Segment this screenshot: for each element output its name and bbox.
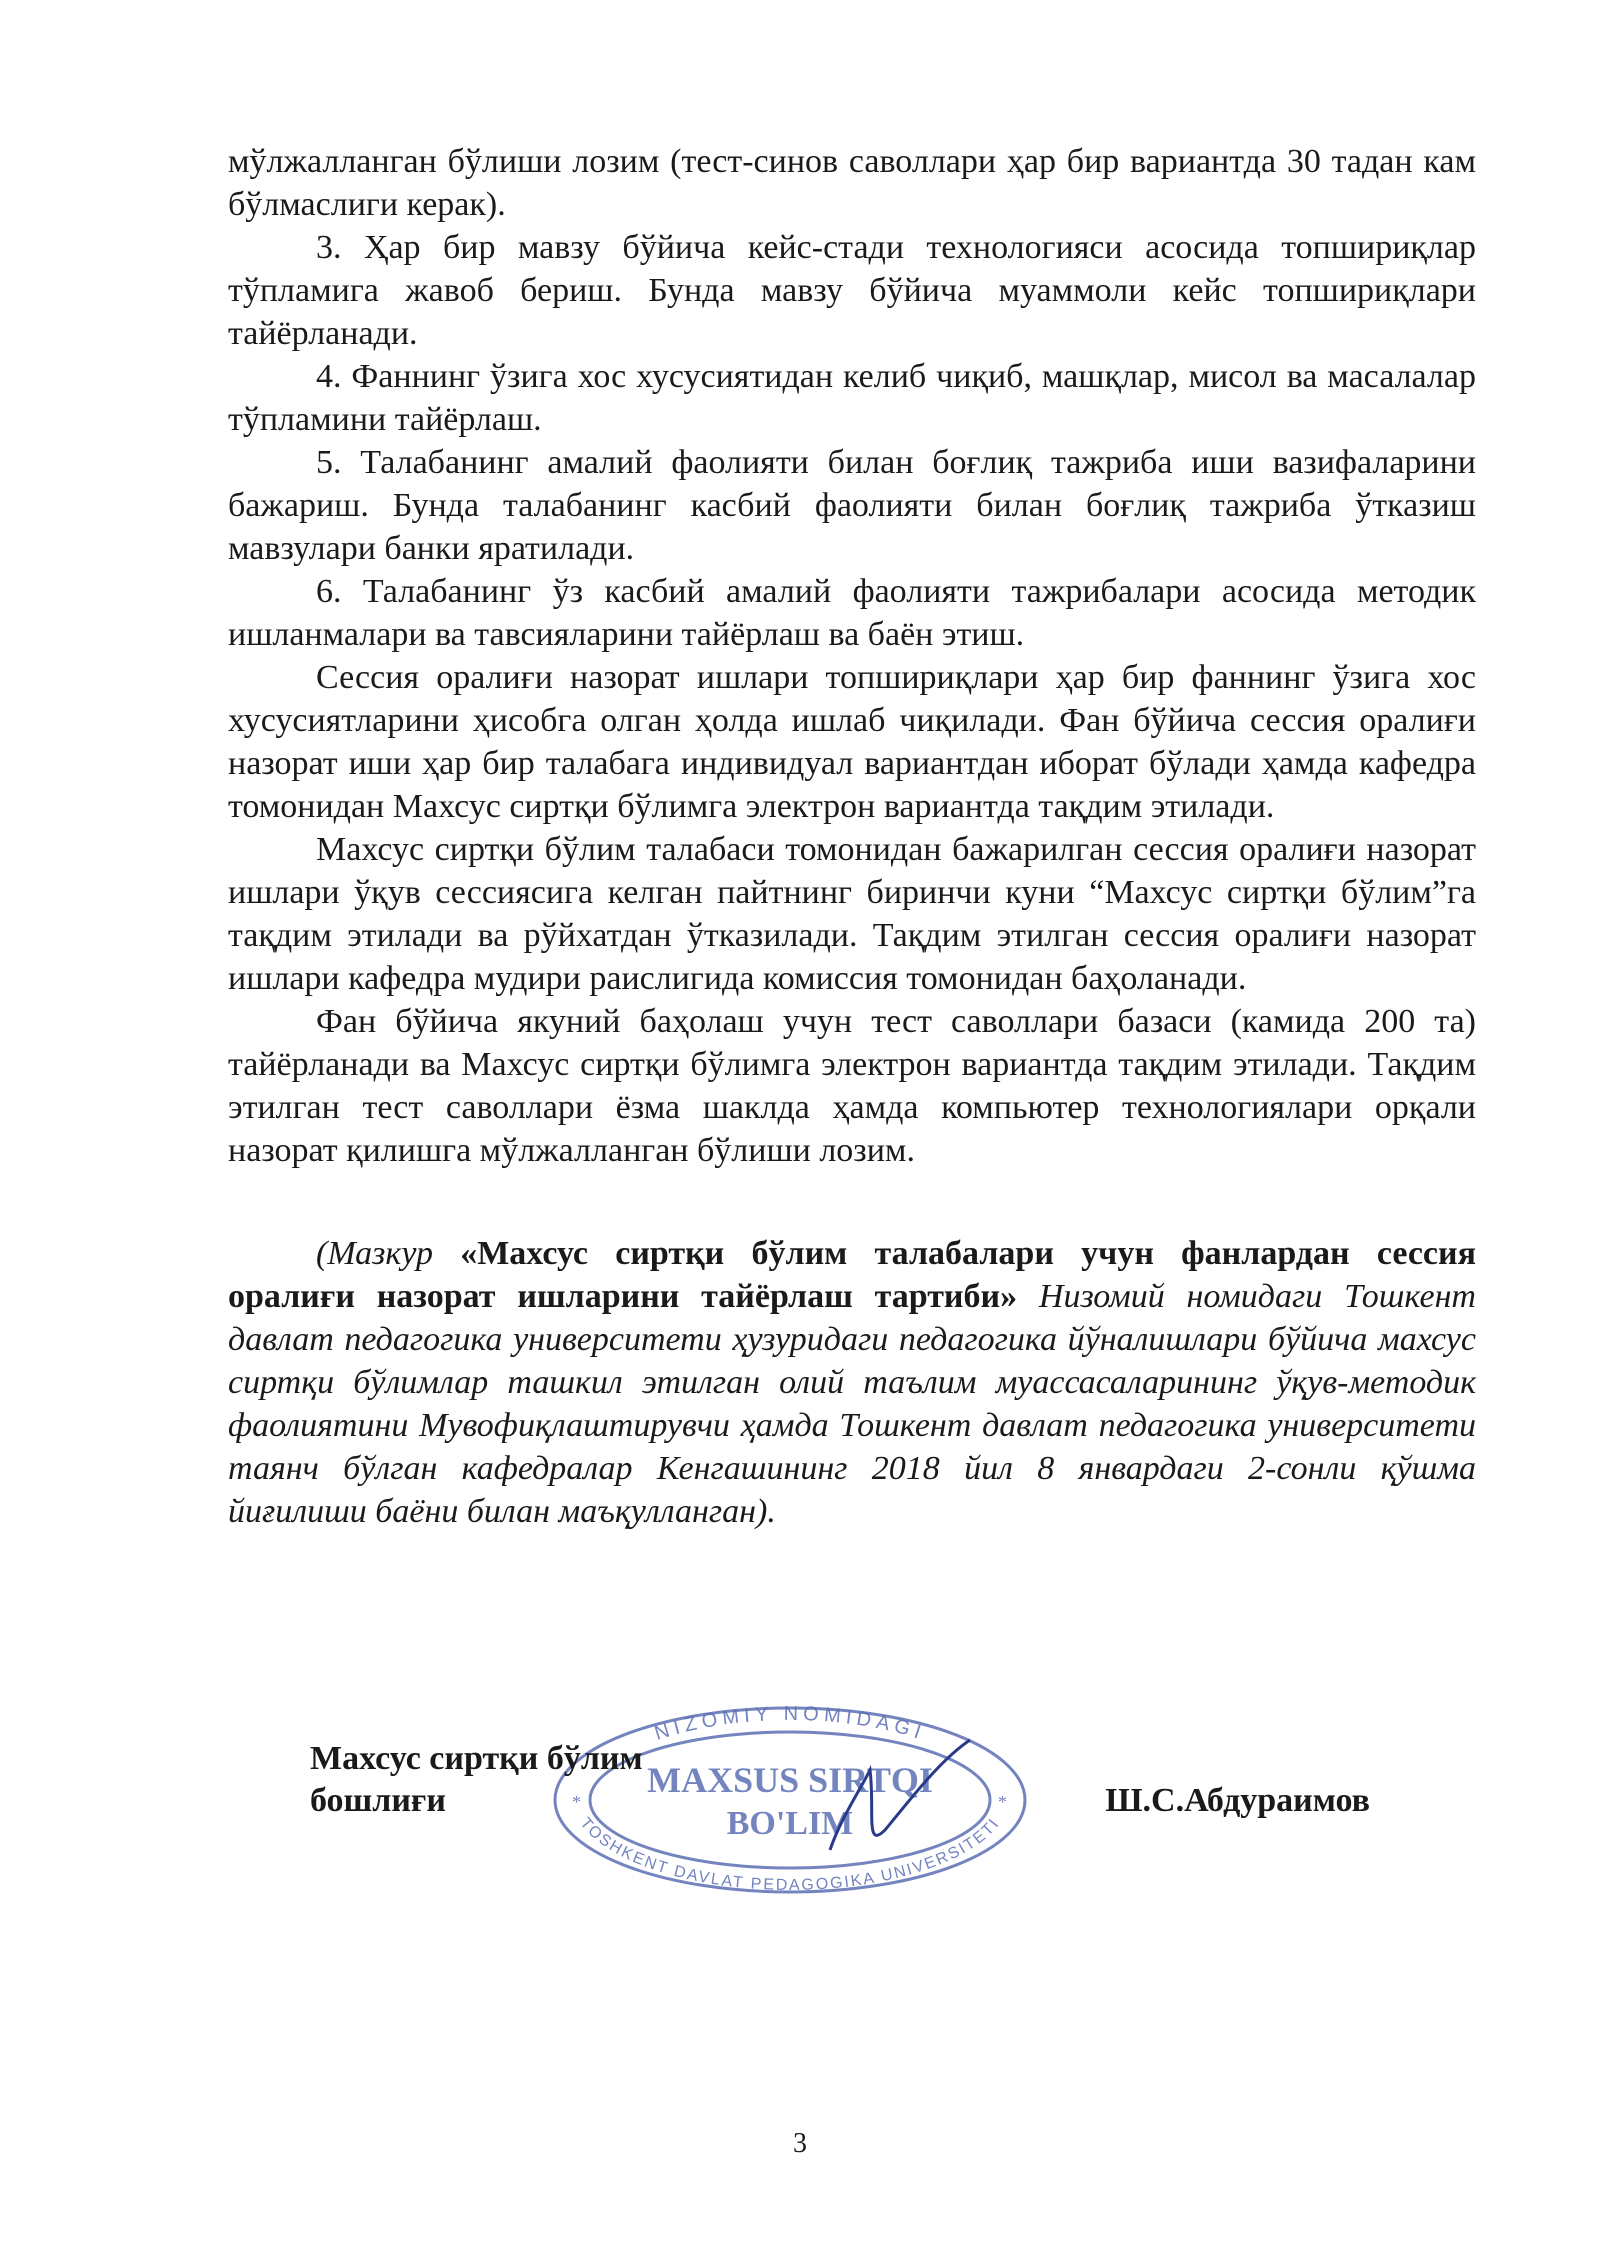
approval-note-title: «Махсус сиртқи бўлим талабалари учун фанлардан сессия оралиғи назорат ишларини тайёрлаш тартиби» xyxy=(228,1235,1477,1315)
signatory-name: Ш.С.Абдураимов xyxy=(1105,1782,1370,1819)
approval-note-suffix: Низомий номидаги Тошкент давлат педагогика университети ҳузуридаги педагогика йўналишлари бўйича махсус сиртқи бўлимлар ташкил этилган олий таълим муассасаларининг ўқув-методик фаолиятини Мувофиқлаштирувчи ҳамда Тошкент давлат педагогика университети таянч бўлган кафедралар Кенгашининг 2018 йил 8 январдаги 2-сонли қўшма йиғилиши баёни билан маъқулланган). xyxy=(228,1278,1476,1530)
stamp-top-text: NIZOMIY NOMIDAGI xyxy=(652,1702,929,1746)
signature-block xyxy=(310,1738,1370,1918)
stamp-bottom-text: TOSHKENT DAVLAT PEDAGOGIKA UNIVERSITETI xyxy=(576,1814,1004,1895)
stamp-star-left-icon: * xyxy=(572,1792,581,1812)
approval-note xyxy=(228,1232,1476,1533)
signatory-title xyxy=(310,1738,643,1822)
document-body xyxy=(228,140,1476,1567)
paragraph-7: Махсус сиртқи бўлим талабаси томонидан бажарилган сессия оралиғи назорат ишлари ўқув сессиясига келган пайтнинг биринчи куни “Махсус сиртқи бўлим”га тақдим этилади ва рўйхатдан ўтказилади. Тақдим этилган сессия оралиғи назорат ишлари кафедра мудири раислигида комиссия томонидан баҳоланади. xyxy=(228,831,1476,997)
stamp-center-line2: BO'LIM xyxy=(726,1805,854,1842)
stamp-star-right-icon: * xyxy=(998,1792,1007,1812)
paragraph-2: 3. Ҳар бир мавзу бўйича кейс-стади технологияси асосида топшириқлар тўпламига жавоб бериш. Бунда мавзу бўйича муаммоли кейс топшириқлари тайёрланади. xyxy=(228,229,1476,352)
signatory-title-line1: Махсус сиртқи бўлим xyxy=(310,1740,643,1777)
page-number: 3 xyxy=(793,2128,807,2159)
paragraph-5: 6. Талабанинг ўз касбий амалий фаолияти тажрибалари асосида методик ишланмалари ва тавсияларини тайёрлаш ва баён этиш. xyxy=(228,573,1476,653)
stamp-center-line1: MAXSUS SIRTQI xyxy=(647,1760,933,1800)
paragraph-1: мўлжалланган бўлиши лозим (тест-синов саволлари ҳар бир вариантда 30 тадан кам бўлмаслиги керак). xyxy=(228,143,1476,223)
paragraph-3: 4. Фаннинг ўзига хос хусусиятидан келиб чиқиб, машқлар, мисол ва масалалар тўпламини тайёрлаш. xyxy=(228,358,1476,438)
paragraph-4: 5. Талабанинг амалий фаолияти билан боғлиқ тажриба иши вазифаларини бажариш. Бунда талабанинг касбий фаолияти билан боғлиқ тажриба ўтказиш мавзулари банки яратилади. xyxy=(228,444,1476,567)
approval-note-prefix: (Мазкур xyxy=(316,1235,461,1272)
paragraph-6: Сессия оралиғи назорат ишлари топшириқлари ҳар бир фаннинг ўзига хос хусусиятларини ҳисобга олган ҳолда ишлаб чиқилади. Фан бўйича сессия оралиғи назорат иши ҳар бир талабага индивидуал вариантдан иборат бўлади ҳамда кафедра томонидан Махсус сиртқи бўлимга электрон вариантда тақдим этилади. xyxy=(228,659,1476,825)
paragraph-8: Фан бўйича якуний баҳолаш учун тест саволлари базаси (камида 200 та) тайёрланади ва Махсус сиртқи бўлимга электрон вариантда тақдим этилади. Тақдим этилган тест саволлари ёзма шаклда ҳамда компьютер технологиялари орқали назорат қилишга мўлжалланган бўлиши лозим. xyxy=(228,1003,1476,1169)
signatory-title-line2: бошлиғи xyxy=(310,1782,446,1819)
